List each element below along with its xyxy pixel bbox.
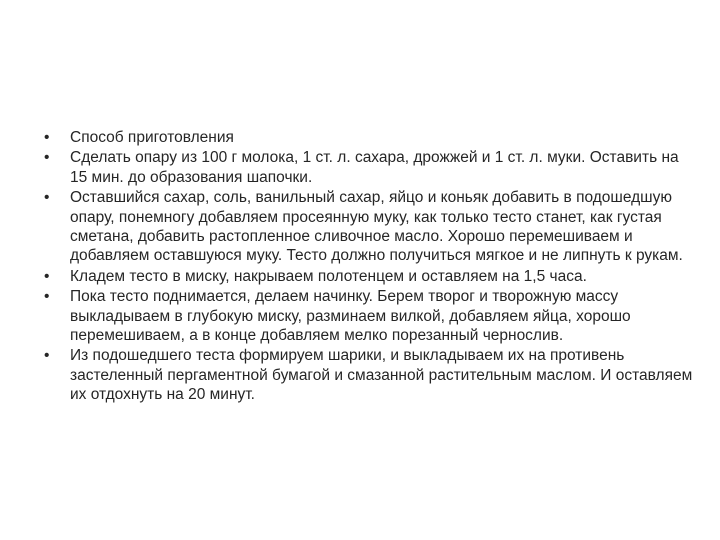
list-item-text: Кладем тесто в миску, накрываем полотенцем и оставляем на 1,5 часа.	[70, 267, 587, 285]
list-item-text: Пока тесто поднимается, делаем начинку. Берем творог и творожную массу выкладываем в глубокую миску, разминаем вилкой, добавляем яйца, хорошо перемешиваем, а в конце добавляем мелко порезанный чернослив.	[70, 288, 631, 345]
list-item-title	[44, 128, 694, 147]
bullet-icon: •	[44, 189, 50, 207]
list-item	[44, 287, 694, 345]
list-item-text: Сделать опару из 100 г молока, 1 ст. л. сахара, дрожжей и 1 ст. л. муки. Оставить на 15 мин. до образования шапочки.	[70, 149, 679, 186]
bullet-icon: •	[44, 149, 50, 167]
bullet-icon: •	[44, 347, 50, 365]
list-item-text: Из подошедшего теста формируем шарики, и выкладываем их на противень застеленный пергаментной бумагой и смазанной растительным маслом. И оставляем их отдохнуть на 20 минут.	[70, 347, 693, 404]
bullet-icon: •	[44, 129, 50, 146]
list-item	[44, 267, 694, 286]
bullet-icon: •	[44, 267, 50, 285]
list-item-text: Способ приготовления	[70, 129, 234, 146]
list-item-text: Оставшийся сахар, соль, ванильный сахар, яйцо и коньяк добавить в подошедшую опару, понемногу добавляем просеянную муку, как только тесто станет, как густая сметана, добавить растопленное сливочное масло. Хорошо перемешиваем и добавляем оставшуюся муку. Тесто должно получиться мягкое и не липнуть к рукам.	[70, 189, 683, 265]
list-item	[44, 188, 694, 266]
list-item	[44, 148, 694, 187]
recipe-steps-list	[44, 128, 694, 406]
list-item	[44, 346, 694, 404]
bullet-icon: •	[44, 288, 50, 306]
